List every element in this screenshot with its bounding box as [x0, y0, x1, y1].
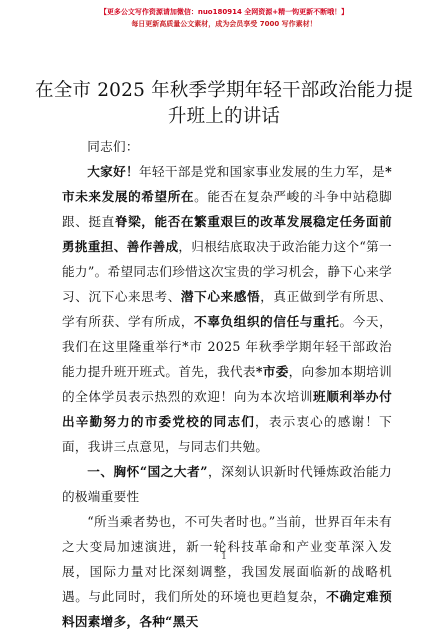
text-span: ，真正做到学有所思、学有所获、学有所成，: [62, 289, 393, 329]
salutation: 同志们：: [87, 139, 139, 154]
bold-span: *市委: [255, 364, 289, 379]
text-span: ，归根结底取决于政治能力这个“第一能力”。希望同志们珍惜这次宝贵的学习机会，静下心来学习、沉下心来思考、: [62, 239, 392, 304]
bold-span: 不辜负组织的信任与重托: [194, 314, 340, 329]
banner-line-2: 每日更新高质量公文素材，成为会员享受 7000 写作素材！: [131, 20, 317, 28]
text-span: ，表示衷心的感谢！下面，我讲三点意见，与同志们共勉。: [62, 414, 393, 454]
text-span: 。今天，我们在这里隆重举行*市 2025 年秋季学期年轻干部政治能力提升班开班式。首先，我代表: [62, 314, 392, 379]
text-span: 年轻干部是党和国家事业发展的生力军，是: [139, 164, 386, 179]
text-span: 。能否在复杂严峻的斗争中站稳脚跟、挺直: [62, 189, 393, 229]
greeting: 大家好！: [87, 164, 139, 179]
section-heading-1: [62, 459, 392, 509]
page-number: 1: [221, 552, 227, 562]
heading-rest: ，深刻认识新时代锤炼政治能力的极端重要性: [62, 464, 392, 504]
banner-line-1: 【更多公文写作资源请加微信：nuo180914 全网资源+精一钩更新不断哦！】: [99, 8, 349, 16]
bold-span: *市未来发展的希望所在: [62, 164, 392, 204]
header-banner: [0, 6, 448, 30]
paragraph-intro: [62, 159, 392, 459]
bold-span: 班顺利举办付出辛勤努力的市委党校的同志们: [62, 389, 392, 429]
bold-span: 潜下心来感悟: [180, 289, 261, 304]
bold-span: 不确定难预料因素增多，各种“黑天: [62, 589, 393, 629]
paragraph-2: [62, 509, 392, 634]
bold-span: 脊梁，能否在繁重艰巨的改革发展稳定任务面前勇挑重担、善作善成: [62, 214, 392, 254]
heading-lead: 一、胸怀“国之大者”: [87, 464, 208, 479]
text-span: ，向参加本期培训的全体学员表示热烈的欢迎！向为本次培训: [62, 364, 392, 404]
text-span: “所当乘者势也，不可失者时也。”当前，世界百年未有之大变局加速演进，新一轮科技革命和产业变革深入发展，国际力量对比深刻调整，我国发展面临新的战略机遇。与此同时，我们所处的环境也更趋复杂，: [62, 514, 392, 604]
document-title: 在全市 2025 年秋季学期年轻干部政治能力提升班上的讲话: [35, 80, 413, 127]
